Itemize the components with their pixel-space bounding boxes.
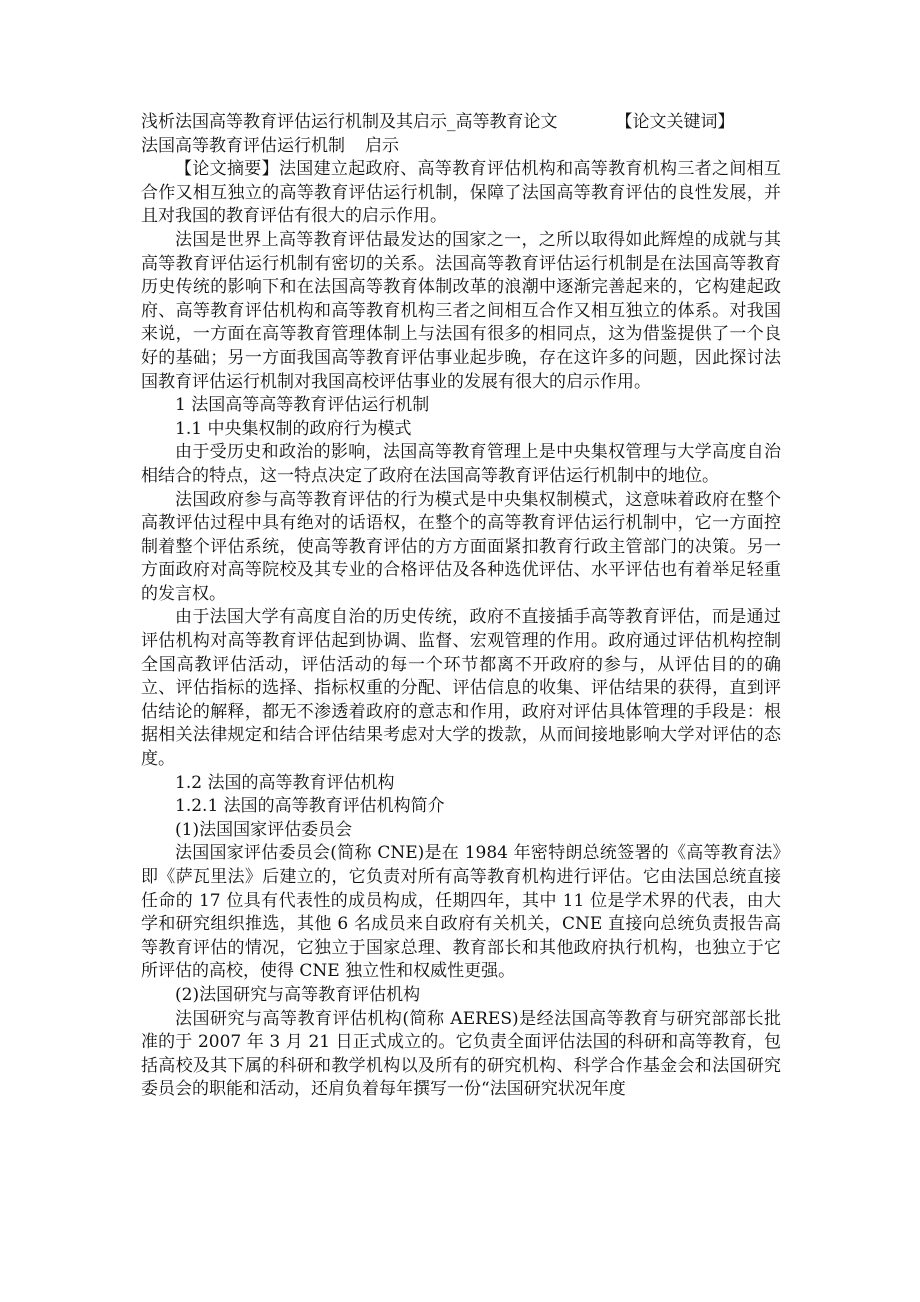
subheading-aeres: (2)法国研究与高等教育评估机构 — [175, 984, 421, 1005]
body-paragraph: 法国国家评估委员会(简称 CNE)是在 1984 年密特朗总统签署的《高等教育法》即《萨瓦里法》后建立的，它负责对所有高等教育机构进行评估。它由法国总统直接任命的 17 位具有代表性的成员构成，任期四年，其中 11 位是学术界的代表，由大学和研究组织推选，其他 6 名成员来自政府有关机关，CNE 直接向总统负责报告高等教育评估的情况，它独立于国家总理、教育部长和其他政府执行机构，也独立于它所评估的高校，使得 CNE 独立性和权威性更强。 — [141, 843, 781, 982]
abstract-paragraph: 【论文摘要】法国建立起政府、高等教育评估机构和高等教育机构三者之间相互合作又相互独立的高等教育评估运行机制，保障了法国高等教育评估的良性发展，并且对我国的教育评估有很大的启示作用。 — [141, 159, 781, 227]
document-title: 浅析法国高等教育评估运行机制及其启示_高等教育论文 — [141, 112, 558, 132]
body-paragraph: 由于法国大学有高度自治的历史传统，政府不直接插手高等教育评估，而是通过评估机构对高等教育评估起到协调、监督、宏观管理的作用。政府通过评估机构控制全国高教评估活动，评估活动的每一个环节都离不开政府的参与，从评估目的的确立、评估指标的选择、指标权重的分配、评估信息的收集、评估结果的获得，直到评估结论的解释，都无不渗透着政府的意志和作用，政府对评估具体管理的手段是：根据相关法律规定和结合评估结果考虑对大学的拨款，从而间接地影响大学对评估的态度。 — [141, 607, 781, 770]
keywords-line — [141, 135, 781, 159]
section-heading-1-2-1: 1.2.1 法国的高等教育评估机构简介 — [175, 796, 445, 817]
title-line — [141, 111, 781, 135]
body-paragraph: 由于受历史和政治的影响，法国高等教育管理上是中央集权管理与大学高度自治相结合的特点，这一特点决定了政府在法国高等教育评估运行机制中的地位。 — [141, 442, 781, 486]
keyword-2: 启示 — [365, 135, 399, 156]
section-heading-1-1: 1.1 中央集权制的政府行为模式 — [175, 418, 412, 439]
section-heading-1: 1 法国高等高等教育评估运行机制 — [175, 395, 430, 416]
subheading-cne: (1)法国国家评估委员会 — [175, 819, 353, 840]
keywords-label: 【论文关键词】 — [615, 112, 735, 132]
section-heading-1-2: 1.2 法国的高等教育评估机构 — [175, 772, 395, 793]
intro-paragraph: 法国是世界上高等教育评估最发达的国家之一，之所以取得如此辉煌的成就与其高等教育评估运行机制有密切的关系。法国高等教育评估运行机制是在法国高等教育历史传统的影响下和在法国高等教育体制改革的浪潮中逐渐完善起来的，它构建起政府、高等教育评估机构和高等教育机构三者之间相互合作又相互独立的体系。对我国来说，一方面在高等教育管理体制上与法国有很多的相同点，这为借鉴提供了一个良好的基础；另一方面我国高等教育评估事业起步晚，存在这许多的问题，因此探讨法国教育评估运行机制对我国高校评估事业的发展有很大的启示作用。 — [141, 229, 781, 392]
keyword-1: 法国高等教育评估运行机制 — [141, 135, 345, 156]
body-paragraph: 法国研究与高等教育评估机构(简称 AERES)是经法国高等教育与研究部部长批准的于 2007 年 3 月 21 日正式成立的。它负责全面评估法国的科研和高等教育，包括高校及其下属的科研和教学机构以及所有的研究机构、科学合作基金会和法国研究委员会的职能和活动，还肩负着每年撰写一份“法国研究状况年度 — [141, 1008, 781, 1100]
body-paragraph: 法国政府参与高等教育评估的行为模式是中央集权制模式，这意味着政府在整个高教评估过程中具有绝对的话语权，在整个的高等教育评估运行机制中，它一方面控制着整个评估系统，使高等教育评估的方方面面紧扣教育行政主管部门的决策。另一方面政府对高等院校及其专业的合格评估及各种选优评估、水平评估也有着举足轻重的发言权。 — [141, 489, 781, 604]
document-body — [141, 111, 781, 1102]
